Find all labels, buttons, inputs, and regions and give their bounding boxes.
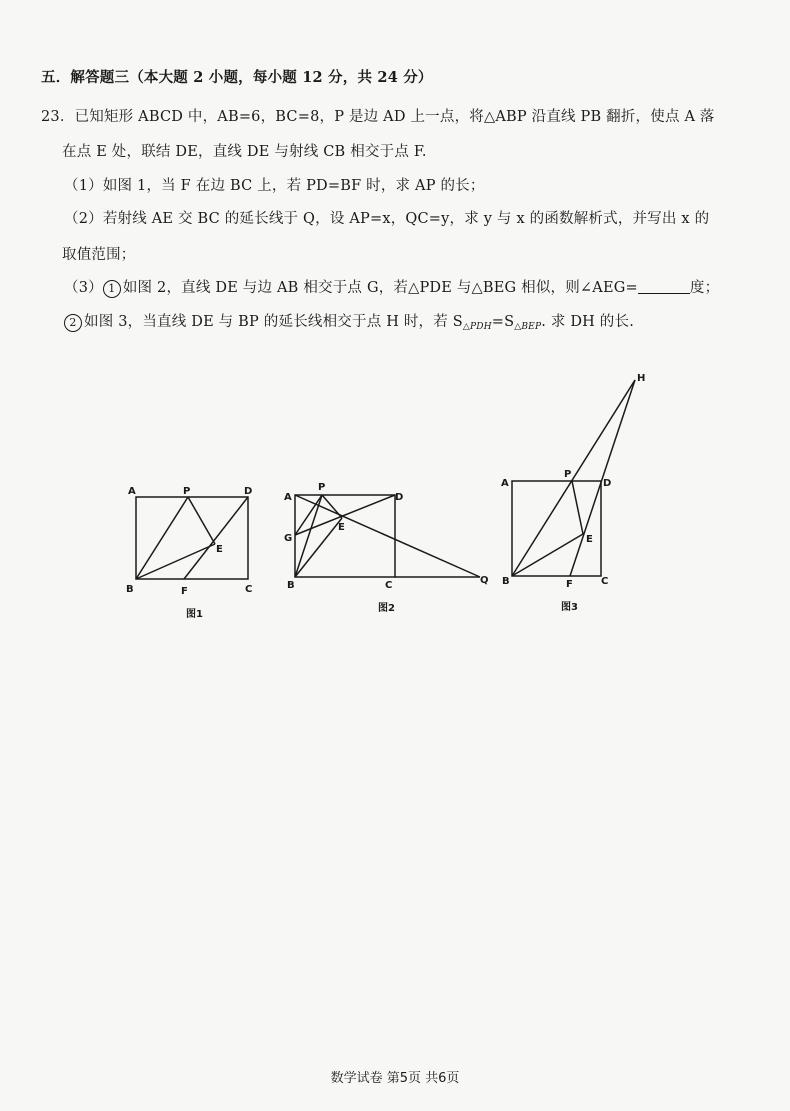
fig2-label-p: P [318,482,326,493]
problem-stem-line2: 在点 E 处，联结 DE，直线 DE 与射线 CB 相交于点 F. [62,144,427,160]
answer-blank [638,279,690,294]
problem-stem-line1 [41,107,715,127]
fig3-rectangle [512,481,601,576]
part3-1-text [64,278,719,298]
part3-1-unit: 度； [689,280,720,296]
part3-2-eq: =S [491,314,515,330]
fig3-label-p: P [564,469,572,480]
fig3-label-a: A [501,478,509,489]
problem-stem-text1: 已知矩形 ABCD 中，AB=6，BC=8，P 是边 AD 上一点，将△ABP 沿直线 PB 翻折，使点 A 落 [74,109,715,125]
fig2-line-aq [295,495,480,577]
page-footer: 数学试卷 第5页 共6页 [330,1071,460,1086]
fig1-rectangle [136,497,248,579]
subscript-bep: △BEP [514,322,542,332]
part3-2-text [64,312,634,337]
part1-text: （1）如图 1，当 F 在边 BC 上，若 PD=BF 时，求 AP 的长； [64,178,485,194]
problem-number: 23． [41,109,75,125]
fig3-label-d: D [603,478,612,489]
fig1-label-b: B [126,584,134,595]
fig3-label-f: F [566,579,573,590]
section-heading: 五．解答题三（本大题 2 小题，每小题 12 分，共 24 分） [41,69,433,86]
fig2-line-pe [322,495,342,518]
fig2-label-a: A [284,492,292,503]
circled-number-2: 2 [64,314,82,332]
fig3-label-b: B [502,576,510,587]
fig3-line-pe [572,481,583,534]
fig1-label-e: E [216,544,223,555]
fig2-label-d: D [395,492,404,503]
fig1-label-c: C [245,584,253,595]
subscript-pdh: △PDH [462,322,492,332]
fig1-caption: 图1 [186,609,203,620]
part2-text-line2: 取值范围； [62,247,136,263]
fig1-label-p: P [183,486,191,497]
circled-number-1: 1 [103,280,121,298]
figure-2 [280,478,495,623]
part3-prefix: （3） [64,280,103,296]
fig1-label-f: F [181,586,188,597]
fig2-line-bp [295,495,322,577]
fig1-label-a: A [128,486,136,497]
figure-3 [495,365,665,615]
fig2-label-e: E [338,522,345,533]
fig3-label-h: H [637,373,646,384]
fig3-label-c: C [601,576,609,587]
fig2-caption: 图2 [378,603,395,614]
fig2-label-c: C [385,580,393,591]
fig2-line-be [295,518,342,577]
part2-text-line1: （2）若射线 AE 交 BC 的延长线于 Q，设 AP=x，QC=y，求 y 与 x 的函数解析式，并写出 x 的 [64,211,710,227]
fig2-label-q: Q [480,575,489,586]
fig3-label-e: E [586,534,593,545]
figure-1 [120,480,260,625]
fig2-label-b: B [287,580,295,591]
fig3-caption: 图3 [561,602,578,613]
fig2-rectangle [295,495,395,577]
part3-2-text-b: . 求 DH 的长. [541,314,635,330]
fig3-line-bh [512,380,635,576]
fig1-line-pe [188,497,215,544]
fig2-label-g: G [284,533,293,544]
part3-2-text-a: 如图 3，当直线 DE 与 BP 的延长线相交于点 H 时，若 S [84,314,463,330]
fig1-label-d: D [244,486,253,497]
part3-1-question: 如图 2，直线 DE 与边 AB 相交于点 G，若△PDE 与△BEG 相似，则∠AEG= [122,280,638,296]
fig1-line-df [184,497,248,579]
